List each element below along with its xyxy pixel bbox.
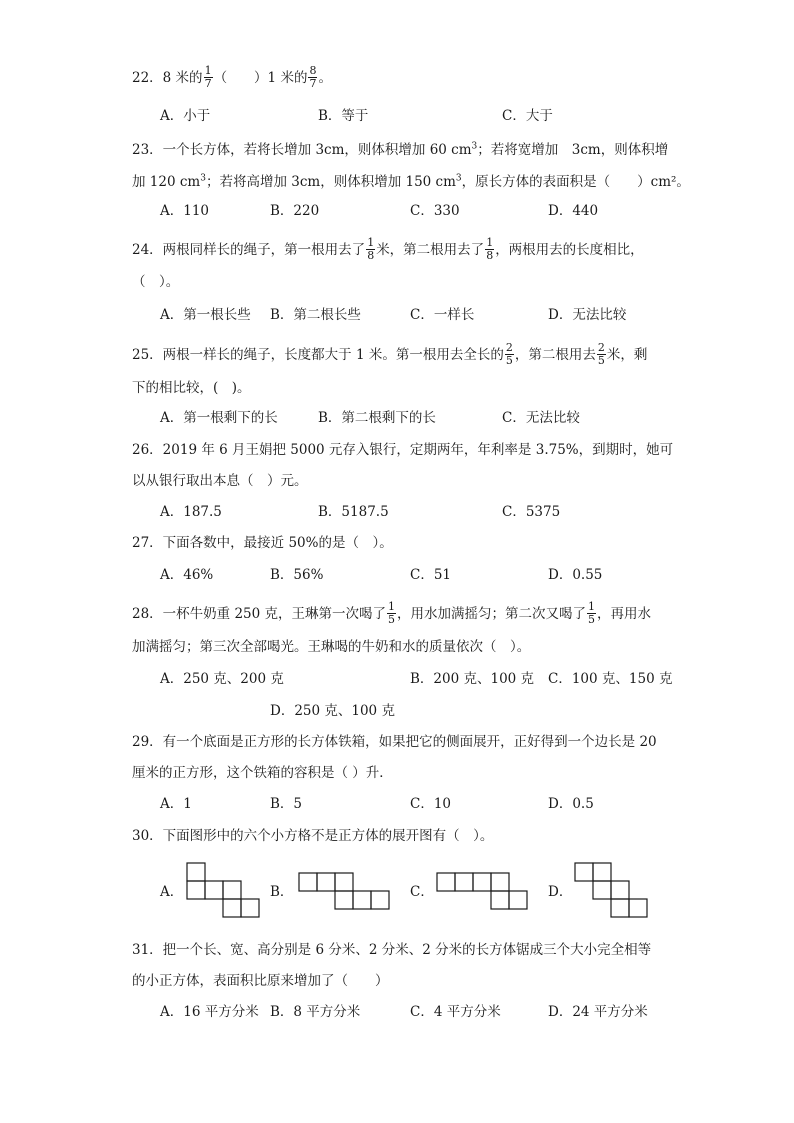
question-24-line-2: （ ）。	[132, 274, 180, 290]
q25-option-b[interactable]: B．第二根剩下的长	[318, 410, 436, 426]
q26-option-a[interactable]: A．187.5	[160, 504, 222, 520]
question-29-line-1: 29．有一个底面是正方形的长方体铁箱，如果把它的侧面展开，正好得到一个边长是 20	[132, 734, 657, 750]
q22-option-b[interactable]: B．等于	[318, 108, 369, 124]
question-29-line-2: 厘米的正方形，这个铁箱的容积是（ ）升．	[132, 765, 393, 781]
question-26-line-1: 26．2019 年 6 月王娟把 5000 元存入银行，定期两年，年利率是 3.75%，到期时，她可	[132, 442, 674, 458]
q25-fraction-1: $\frac{2}{5}$	[505, 341, 513, 367]
q30-option-d-cube-net[interactable]	[574, 862, 654, 920]
q31-option-c[interactable]: C．4 平方分米	[410, 1004, 501, 1020]
q30-option-a-cube-net[interactable]	[186, 862, 266, 920]
question-23-line-1: 23．一个长方体，若将长增加 3cm，则体积增加 60 $cm^3$；若将宽增加 3cm，则体积增	[132, 141, 669, 158]
q24-option-a[interactable]: A．第一根长些	[160, 307, 251, 323]
q30-option-b-label[interactable]: B．	[270, 884, 294, 900]
q31-option-b[interactable]: B．8 平方分米	[270, 1004, 361, 1020]
q28-option-a[interactable]: A．250 克、200 克	[160, 671, 284, 687]
q30-option-a-label[interactable]: A．	[160, 884, 184, 900]
question-31-line-2: 的小正方体，表面积比原来增加了（ ）	[132, 973, 389, 989]
q31-option-a[interactable]: A．16 平方分米	[160, 1004, 259, 1020]
q22-option-c[interactable]: C．大于	[502, 108, 553, 124]
q22-fraction-1: $\frac{1}{7}$	[204, 64, 212, 90]
q22-option-a[interactable]: A．小于	[160, 108, 211, 124]
q28-option-c[interactable]: C．100 克、150 克	[548, 671, 673, 687]
question-23-line-2: 加 120 $cm^3$；若将高增加 3cm，则体积增加 150 $cm^3$，原长方体的表面积是（ ）cm²。	[132, 173, 690, 190]
q28-option-d[interactable]: D．250 克、100 克	[270, 703, 395, 719]
q23-option-d[interactable]: D．440	[548, 203, 599, 219]
question-25-line-1: 25．两根一样长的绳子，长度都大于 1 米。第一根用去全长的 $\frac{2}{5}$ ，第二根用去 $\frac{2}{5}$ 米，剩	[132, 341, 648, 367]
q30-option-d-label[interactable]: D．	[548, 884, 573, 900]
q29-option-c[interactable]: C．10	[410, 796, 452, 812]
question-27-line-1: 27．下面各数中，最接近 50%的是（ ）。	[132, 535, 393, 551]
question-22-stem	[132, 66, 332, 91]
q26-option-b[interactable]: B．5187.5	[318, 504, 389, 520]
q27-option-a[interactable]: A．46%	[160, 567, 214, 583]
q31-option-d[interactable]: D．24 平方分米	[548, 1004, 648, 1020]
q25-fraction-2: $\frac{2}{5}$	[597, 341, 605, 367]
q23-option-c[interactable]: C．330	[410, 203, 460, 219]
question-30-line-1: 30．下面图形中的六个小方格不是正方体的展开图有（ ）。	[132, 828, 494, 844]
q30-option-c-label[interactable]: C．	[410, 884, 434, 900]
q26-option-c[interactable]: C．5375	[502, 504, 561, 520]
q30-option-c-cube-net[interactable]	[436, 872, 532, 912]
q24-option-b[interactable]: B．第二根长些	[270, 307, 361, 323]
q27-option-c[interactable]: C．51	[410, 567, 452, 583]
q22-text-b: （ ）1 米的	[213, 70, 308, 86]
q24-fraction-2: $\frac{1}{8}$	[486, 236, 494, 262]
q24-option-d[interactable]: D．无法比较	[548, 307, 627, 323]
q24-option-c[interactable]: C．一样长	[410, 307, 475, 323]
q22-text-c: 。	[318, 70, 332, 86]
q24-fraction-1: $\frac{1}{8}$	[367, 236, 375, 262]
q23-option-b[interactable]: B．220	[270, 203, 320, 219]
q28-fraction-2: $\frac{1}{5}$	[588, 600, 596, 626]
q23-option-a[interactable]: A．110	[160, 203, 210, 219]
q28-fraction-1: $\frac{1}{5}$	[388, 600, 396, 626]
q22-text-a: 22．8 米的	[132, 70, 203, 86]
q27-option-d[interactable]: D．0.55	[548, 567, 603, 583]
question-31-line-1: 31．把一个长、宽、高分别是 6 分米、2 分米、2 分米的长方体锯成三个大小完全相等	[132, 942, 652, 958]
q29-option-b[interactable]: B．5	[270, 796, 303, 812]
q25-option-a[interactable]: A．第一根剩下的长	[160, 410, 278, 426]
q29-option-d[interactable]: D．0.5	[548, 796, 594, 812]
question-28-line-2: 加满摇匀；第三次全部喝光。王琳喝的牛奶和水的质量依次（ ）。	[132, 639, 531, 655]
question-26-line-2: 以从银行取出本息（ ）元。	[132, 473, 308, 489]
q29-option-a[interactable]: A．1	[160, 796, 192, 812]
q22-fraction-2: $\frac{8}{7}$	[309, 64, 317, 90]
q30-option-b-cube-net[interactable]	[298, 872, 392, 912]
q28-option-b[interactable]: B．200 克、100 克	[410, 671, 535, 687]
q25-option-c[interactable]: C．无法比较	[502, 410, 580, 426]
question-24-line-1: 24．两根同样长的绳子，第一根用去了 $\frac{1}{8}$ 米，第二根用去了 $\frac{1}{8}$ ，两根用去的长度相比，	[132, 236, 644, 262]
question-25-line-2: 下的相比较，( )。	[132, 380, 251, 396]
q27-option-b[interactable]: B．56%	[270, 567, 324, 583]
question-28-line-1: 28．一杯牛奶重 250 克，王琳第一次喝了 $\frac{1}{5}$ ，用水加满摇匀；第二次又喝了 $\frac{1}{5}$ ，再用水	[132, 600, 652, 626]
